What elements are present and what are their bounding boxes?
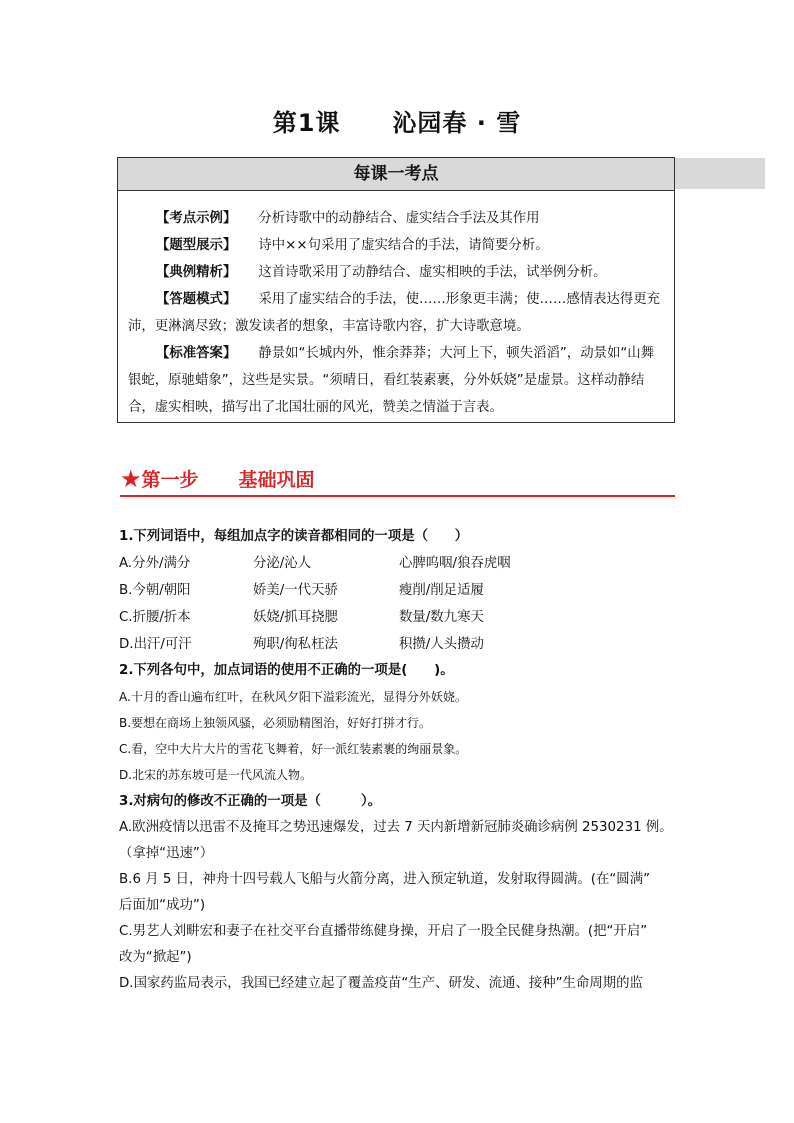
option-line: C.男艺人刘畊宏和妻子在社交平台直播带练健身操，开启了一股全民健身热潮。(把“开启” bbox=[119, 924, 648, 939]
row-text: 采用了虚实结合的手法，使……形象更丰满；使……感情表达得更充沛，更淋漓尽致；激发读者的想象，丰富诗歌内容，扩大诗歌意境。 bbox=[128, 292, 661, 334]
option-cell: 心脾呜咽/狼吞虎咽 bbox=[399, 556, 511, 571]
option-cell: 妖娆/抓耳挠腮 bbox=[253, 610, 338, 625]
step-heading bbox=[120, 463, 675, 497]
option-line: B.6 月 5 日，神舟十四号载人飞船与火箭分离，进入预定轨道，发射取得圆满。(在“圆满” bbox=[119, 872, 651, 887]
exam-point-box bbox=[117, 157, 675, 423]
row-label: 【考点示例】 bbox=[156, 211, 237, 226]
option-row bbox=[119, 577, 679, 604]
question-stem: 3.对病句的修改不正确的一项是（ ）。 bbox=[119, 794, 382, 809]
row-text: 这首诗歌采用了动静结合、虚实相映的手法，试举例分析。 bbox=[258, 265, 607, 280]
option-row bbox=[119, 631, 679, 658]
row-text: 诗中××句采用了虚实结合的手法，请简要分析。 bbox=[258, 238, 549, 253]
option-cell: 娇美/一代天骄 bbox=[253, 583, 338, 598]
page-title bbox=[0, 103, 794, 138]
option-cell: 积攒/人头攒动 bbox=[399, 637, 484, 652]
exam-point-body bbox=[118, 191, 674, 421]
question-1 bbox=[119, 523, 679, 658]
option-line: 改为“掀起”) bbox=[119, 950, 192, 965]
row-text: 静景如“长城内外，惟余莽莽；大河上下，顿失滔滔”，动景如“山舞银蛇，原驰蜡象”，这些是实景。“须晴日，看红装素裹，分外妖娆”是虚景。这样动静结合，虚实相映，描写出了北国壮丽的风光，赞美之情溢于言表。 bbox=[128, 346, 655, 415]
exam-point-header: 每课一考点 bbox=[118, 158, 674, 191]
step-title: 基础巩固 bbox=[238, 469, 315, 491]
option-cell: D.出汗/可汗 bbox=[119, 637, 192, 652]
option-line: 后面加“成功”) bbox=[119, 898, 206, 913]
exam-point-row bbox=[128, 286, 664, 340]
option-cell: B.今朝/朝阳 bbox=[119, 583, 191, 598]
exam-point-row bbox=[128, 232, 664, 259]
step-name: 第一步 bbox=[141, 469, 199, 491]
option-line: A.欧洲疫情以迅雷不及掩耳之势迅速爆发，过去 7 天内新增新冠肺炎确诊病例 2530231 例。 bbox=[119, 820, 673, 835]
option-row bbox=[119, 604, 679, 631]
option-line: A.十月的香山遍布红叶，在秋风夕阳下溢彩流光，显得分外妖娆。 bbox=[119, 690, 467, 704]
row-text: 分析诗歌中的动静结合、虚实结合手法及其作用 bbox=[258, 211, 540, 226]
exam-point-row bbox=[128, 205, 664, 232]
row-label: 【答题模式】 bbox=[156, 292, 237, 307]
option-cell: 瘦削/削足适履 bbox=[399, 583, 484, 598]
questions bbox=[119, 523, 679, 997]
option-cell: C.折腰/折本 bbox=[119, 610, 191, 625]
exam-point-row bbox=[128, 340, 664, 421]
option-line: B.要想在商场上独领风骚，必须励精图治，好好打拼才行。 bbox=[119, 716, 432, 730]
question-2 bbox=[119, 658, 679, 788]
option-line: C.看，空中大片大片的雪花飞舞着，好一派红装素裹的绚丽景象。 bbox=[119, 742, 468, 756]
option-line: D.北宋的苏东坡可是一代风流人物。 bbox=[119, 768, 313, 782]
question-3 bbox=[119, 788, 679, 997]
option-line: （拿掉“迅速”） bbox=[119, 846, 214, 861]
option-cell: 殉职/徇私枉法 bbox=[253, 637, 338, 652]
row-label: 【典例精析】 bbox=[156, 265, 237, 280]
option-cell: 分泌/沁人 bbox=[253, 556, 312, 571]
row-label: 【标准答案】 bbox=[156, 346, 237, 361]
lesson-number: 第1课 bbox=[272, 109, 341, 137]
option-cell: A.分外/满分 bbox=[119, 556, 191, 571]
question-stem: 1.下列词语中，每组加点字的读音都相同的一项是（ ） bbox=[119, 529, 469, 544]
question-stem: 2.下列各句中，加点词语的使用不正确的一项是( )。 bbox=[119, 663, 454, 678]
header-band-extension bbox=[675, 158, 765, 189]
star-icon: ★ bbox=[120, 465, 142, 493]
option-row bbox=[119, 550, 679, 577]
row-label: 【题型展示】 bbox=[156, 238, 237, 253]
poem-title: 沁园春 · 雪 bbox=[392, 109, 522, 137]
exam-point-row bbox=[128, 259, 664, 286]
option-line: D.国家药监局表示，我国已经建立起了覆盖疫苗“生产、研发、流通、接种”生命周期的监 bbox=[119, 976, 643, 991]
option-cell: 数量/数九寒天 bbox=[399, 610, 484, 625]
